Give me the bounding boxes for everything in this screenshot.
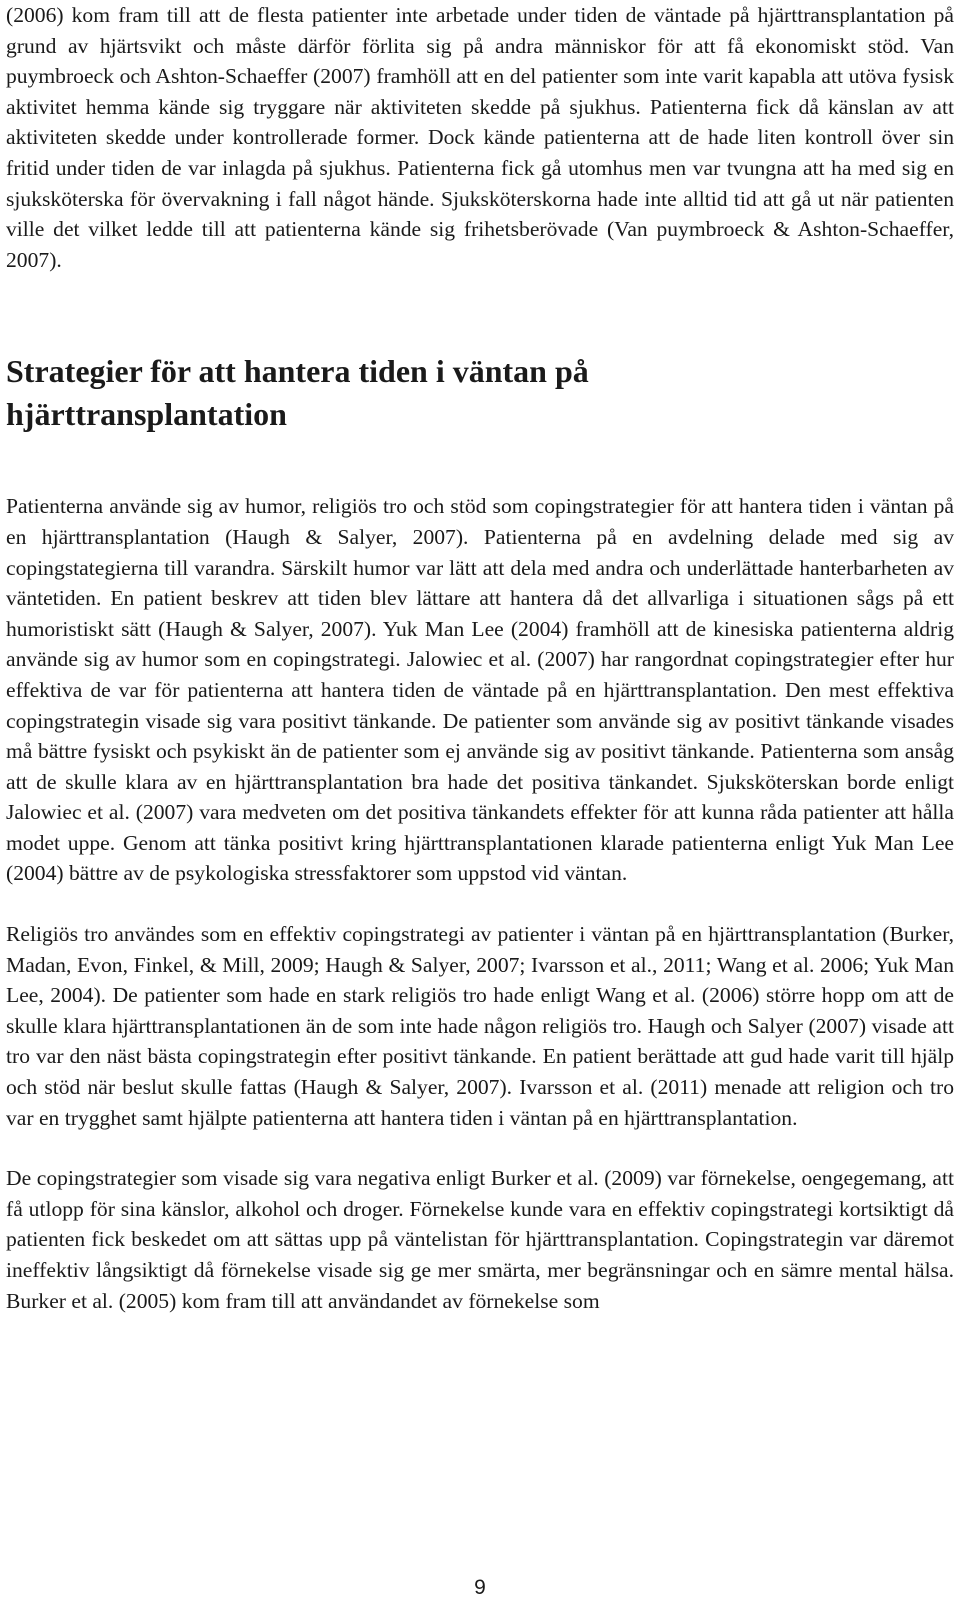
body-paragraph: Religiös tro användes som en effektiv copingstrategi av patienter i väntan på en hjärttransplantation (Burker, Madan, Evon, Finkel, & Mill, 2009; Haugh & Salyer, 2007; Ivarsson et al., 2011; Wang et al. 2006; Yuk Man Lee, 2004). De patienter som hade en stark religiös tro hade enligt Wang et al. (2006) större hopp om att de skulle klara hjärttransplantationen än de som inte hade någon religiös tro. Haugh och Salyer (2007) visade att tro var den näst bästa copingstrategin efter positivt tänkande. En patient berättade att gud hade varit till hjälp och stöd när beslut skulle fattas (Haugh & Salyer, 2007). Ivarsson et al. (2011) menade att religion och tro var en trygghet samt hjälpte patienterna att hantera tiden i väntan på en hjärttransplantation. — [6, 922, 954, 1130]
body-paragraph: De copingstrategier som visade sig vara negativa enligt Burker et al. (2009) var förnekelse, oengegemang, att få utlopp för sina känslor, alkohol och droger. Förnekelse kunde vara en effektiv copingstrategi kortsiktigt då patienten fick beskedet om att sättas upp på väntelistan för hjärttransplantation. Copingstrategin var däremot ineffektiv långsiktigt då förnekelse visade sig ge mer smärta, mer begränsningar och en sämre mental hälsa. Burker et al. (2005) kom fram till att användandet av förnekelse som — [6, 1166, 954, 1313]
page-number: 9 — [474, 1576, 486, 1599]
body-paragraph: Patienterna använde sig av humor, religiös tro och stöd som copingstrategier för att hantera tiden i väntan på en hjärttransplantation (Haugh & Salyer, 2007). Patienterna på en avdelning delade med sig av copingstategierna till varandra. Särskilt humor var lätt att dela med andra och underlättade hanterbarheten av väntetiden. En patient beskrev att tiden blev lättare att hantera då det allvarliga i situationen sågs på ett humoristiskt sätt (Haugh & Salyer, 2007). Yuk Man Lee (2004) framhöll att de kinesiska patienterna aldrig använde sig av humor som en copingstrategi. Jalowiec et al. (2007) har rangordnat copingstrategier efter hur effektiva de var för patienterna att hantera tiden de väntade på en hjärttransplantation. Den mest effektiva copingstrategin visade sig vara positivt tänkande. De patienter som använde sig av positivt tänkande visades må bättre fysiskt och psykiskt än de patienter som ej använde sig av positivt tänkande. Patienterna som ansåg att de skulle klara av en hjärttransplantation bra hade det positiva tänkandet. Sjuksköterskan borde enligt Jalowiec et al. (2007) vara medveten om det positiva tänkandets effekter för att kunna råda patienter att hålla modet uppe. Genom att tänka positivt kring hjärttransplantationen klarade patienterna enligt Yuk Man Lee (2004) bättre av de psykologiska stressfaktorer som uppstod vid väntan. — [6, 494, 954, 886]
body-paragraph: (2006) kom fram till att de flesta patienter inte arbetade under tiden de väntade på hjärttransplantation på grund av hjärtsvikt och måste därför förlita sig på andra människor för att få ekonomiskt stöd. Van puymbroeck och Ashton-Schaeffer (2007) framhöll att en del patienter som inte varit kapabla att utöva fysisk aktivitet hemma kände sig tryggare när aktiviteten skedde på sjukhus. Patienterna fick då känslan av att aktiviteten skedde under kontrollerade former. Dock kände patienterna att de hade liten kontroll över sin fritid under tiden de var inlagda på sjukhus. Patienterna fick gå utomhus men var tvungna att ha med sig en sjuksköterska för övervakning i fall något hände. Sjuksköterskorna hade inte alltid tid att gå ut när patienten ville det vilket ledde till att patienterna kände sig frihetsberövade (Van puymbroeck & Ashton-Schaeffer, 2007). — [6, 3, 954, 272]
section-heading: Strategier för att hantera tiden i väntan på hjärttransplantation — [6, 353, 589, 433]
document-page — [6, 0, 954, 1316]
